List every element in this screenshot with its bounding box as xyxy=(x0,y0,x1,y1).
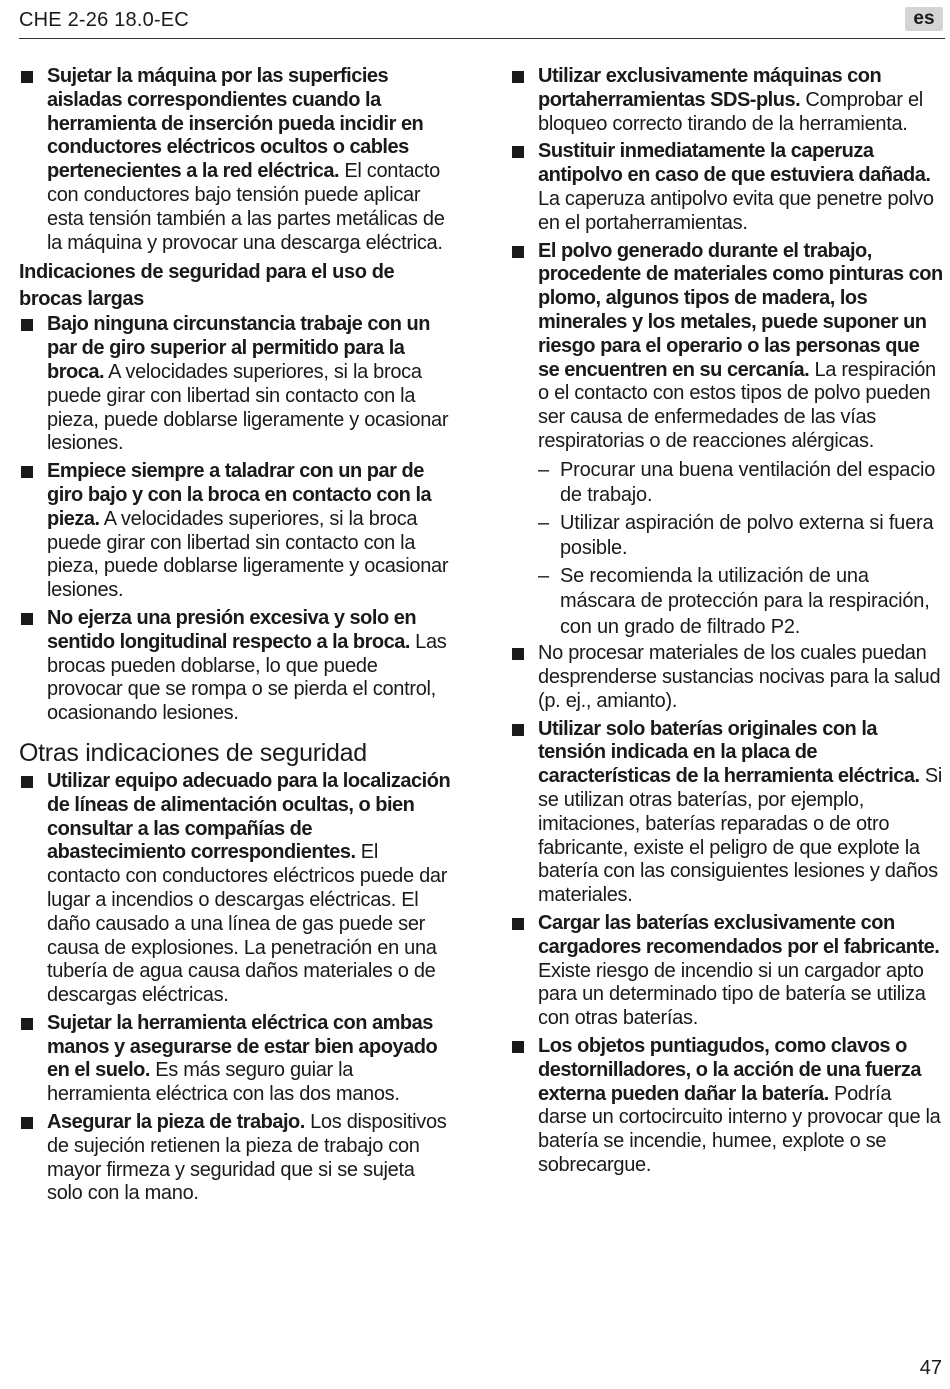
dash-list-text: Se recomienda la utilización de una máscara de protección para la respiración, con un grado de filtrado P2. xyxy=(560,564,930,638)
safety-item xyxy=(510,240,944,454)
safety-item-text: Existe riesgo de incendio si un cargador apto para un determinado tipo de batería se utiliza con otras baterías. xyxy=(538,959,926,1030)
safety-item xyxy=(19,607,451,726)
safety-item-text: Los dispositivos de sujeción retienen la pieza de trabajo con mayor firmeza y seguridad que si se sujeta solo con la mano. xyxy=(47,1111,447,1205)
header-divider xyxy=(19,38,945,39)
page-number: 47 xyxy=(919,1357,942,1379)
safety-item-bold: Sustituir inmediatamente la caperuza antipolvo en caso de que estuviera dañada. xyxy=(538,140,931,187)
safety-item-bold: Bajo ninguna circunstancia trabaje con un par de giro superior al permitido para la broca. xyxy=(47,313,430,383)
safety-item xyxy=(19,460,451,603)
safety-item-text: Podría darse un cortocircuito interno y provocar que la batería se incendie, humee, explote o se sobrecargue. xyxy=(538,1082,941,1176)
left-column xyxy=(19,65,451,1210)
safety-item-bold: Utilizar solo baterías originales con la tensión indicada en la placa de características de la herramienta eléctrica. xyxy=(538,717,920,788)
safety-item-bold: El polvo generado durante el trabajo, procedente de materiales como pinturas con plomo, algunos tipos de madera, los minerales y los metales, puede suponer un riesgo para el operario o las personas que se encuentren en su cercanía. xyxy=(538,239,943,381)
safety-item-bold: Empiece siempre a taladrar con un par de giro bajo y con la broca en contacto con la pieza. xyxy=(47,460,432,530)
square-bullet-icon xyxy=(21,319,33,331)
dash-list-item xyxy=(510,511,944,562)
right-column xyxy=(510,65,944,1182)
subsection-heading: Indicaciones de seguridad para el uso de brocas largas xyxy=(19,261,395,311)
square-bullet-icon xyxy=(512,918,524,930)
square-bullet-icon xyxy=(21,1018,33,1030)
safety-item xyxy=(19,313,451,456)
dash-marker: – xyxy=(538,458,549,481)
dash-list-item xyxy=(510,564,944,641)
safety-item xyxy=(19,1111,451,1206)
safety-item-bold: Sujetar la herramienta eléctrica con ambas manos y asegurarse de estar bien apoyado en el suelo. xyxy=(47,1011,438,1082)
dash-list-text: Utilizar aspiración de polvo externa si fuera posible. xyxy=(560,511,934,560)
dash-list-text: Procurar una buena ventilación del espacio de trabajo. xyxy=(560,458,936,507)
safety-item xyxy=(19,770,451,1008)
safety-item xyxy=(510,1035,944,1178)
square-bullet-icon xyxy=(21,776,33,788)
safety-item-text: La respiración o el contacto con estos tipos de polvo pueden ser causa de enfermedades de las vías respiratorias o de reacciones alérgicas. xyxy=(538,358,936,452)
square-bullet-icon xyxy=(21,71,33,83)
dash-marker: – xyxy=(538,511,549,534)
safety-item xyxy=(510,642,944,713)
section-heading: Otras indicaciones de seguridad xyxy=(19,738,367,767)
safety-item-text: No procesar materiales de los cuales puedan desprenderse sustancias nocivas para la salud (p. ej., amianto). xyxy=(538,642,941,712)
safety-item xyxy=(510,912,944,1031)
safety-item-bold: Asegurar la pieza de trabajo. xyxy=(47,1111,305,1134)
square-bullet-icon xyxy=(512,1041,524,1053)
safety-item-text: El contacto con conductores eléctricos puede dar lugar a incendios o descargas eléctricas. El daño causado a una línea de gas puede ser causa de explosiones. La penetración en una tubería de agua causa daños materiales o de descargas eléctricas. xyxy=(47,841,448,1007)
safety-item-text: Si se utilizan otras baterías, por ejemplo, imitaciones, baterías reparadas o de otro fabricante, existe el peligro de que explote la batería con las consiguientes lesiones y daños materiales. xyxy=(538,765,943,907)
safety-item-bold: No ejerza una presión excesiva y solo en sentido longitudinal respecto a la broca. xyxy=(47,606,417,653)
safety-item-bold: Cargar las baterías exclusivamente con cargadores recomendados por el fabricante. xyxy=(538,912,940,958)
safety-item-bold: Utilizar exclusivamente máquinas con portaherramientas SDS-plus. xyxy=(538,65,882,111)
safety-item-text: Es más seguro guiar la herramienta eléctrica con las dos manos. xyxy=(47,1059,400,1106)
dash-marker: – xyxy=(538,564,549,587)
safety-item-text: Comprobar el bloqueo correcto tirando de la herramienta. xyxy=(538,88,923,135)
document-title: CHE 2-26 18.0-EC xyxy=(19,9,189,31)
safety-item xyxy=(19,1012,451,1107)
safety-item-text: A velocidades superiores, si la broca puede girar con libertad sin contacto con la pieza, puede doblarse ligeramente y ocasionar lesiones. xyxy=(47,360,449,455)
square-bullet-icon xyxy=(21,466,33,478)
safety-item-text: A velocidades superiores, si la broca puede girar con libertad sin contacto con la pieza, puede doblarse ligeramente y ocasionar lesiones. xyxy=(47,507,449,602)
square-bullet-icon xyxy=(21,613,33,625)
square-bullet-icon xyxy=(512,724,524,736)
square-bullet-icon xyxy=(21,1117,33,1129)
safety-item xyxy=(510,718,944,908)
safety-item-text: Las brocas pueden doblarse, lo que puede provocar que se rompa o se pierda el control, ocasionando lesiones. xyxy=(47,630,447,725)
safety-item xyxy=(19,65,451,255)
square-bullet-icon xyxy=(512,246,524,258)
safety-item-text: La caperuza antipolvo evita que penetre polvo en el portaherramientas. xyxy=(538,187,934,234)
square-bullet-icon xyxy=(512,146,524,158)
safety-item-bold: Utilizar equipo adecuado para la localización de líneas de alimentación ocultas, o bien consultar a las compañías de abastecimiento correspondientes. xyxy=(47,769,451,864)
dash-list-item xyxy=(510,458,944,509)
safety-item xyxy=(510,65,944,136)
square-bullet-icon xyxy=(512,71,524,83)
safety-item-text: El contacto con conductores bajo tensión puede aplicar esta tensión también a las partes metálicas de la máquina y provocar una descarga eléctrica. xyxy=(47,160,445,254)
safety-item-bold: Sujetar la máquina por las superficies aisladas correspondientes cuando la herramienta de inserción pueda incidir en conductores eléctricos ocultos o cables pertenecientes a la red eléctrica. xyxy=(47,65,424,183)
square-bullet-icon xyxy=(512,648,524,660)
safety-item xyxy=(510,140,944,235)
safety-item-bold: Los objetos puntiagudos, como clavos o destornilladores, o la acción de una fuerza externa pueden dañar la batería. xyxy=(538,1035,922,1105)
language-badge: es xyxy=(905,7,943,31)
